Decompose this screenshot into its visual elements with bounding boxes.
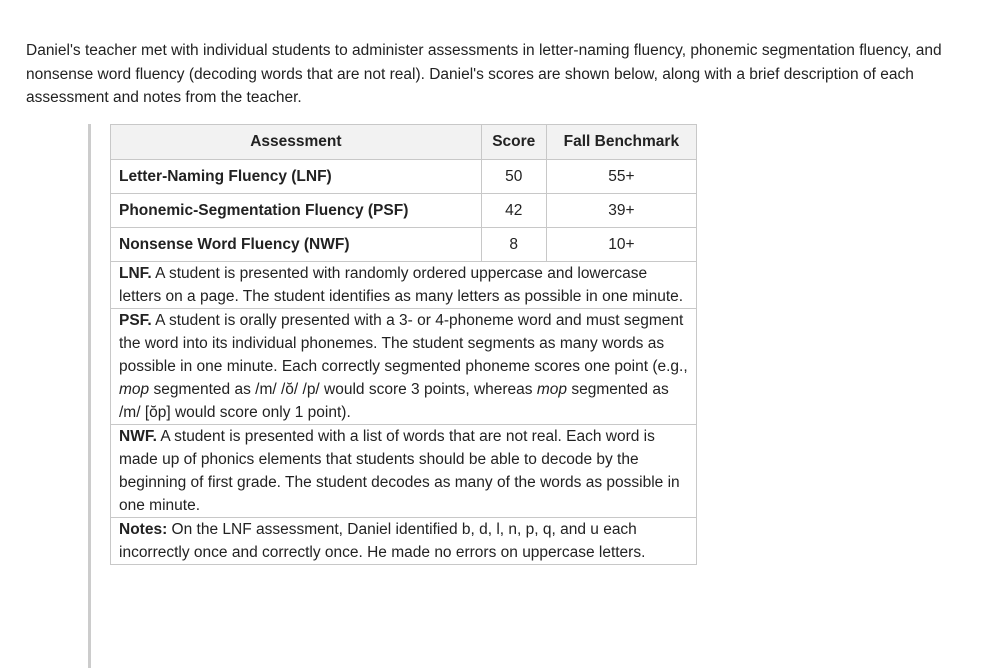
notes-label: Notes:	[119, 521, 168, 538]
table-row	[111, 228, 697, 262]
notes-text: On the LNF assessment, Daniel identified b, d, l, n, p, q, and u each incorrectly once and correctly once. He made no errors on uppercase letters.	[119, 521, 646, 561]
header-score: Score	[481, 125, 546, 160]
psf-text-2: segmented as /m/ /ŏ/ /p/ would score 3 points, whereas	[149, 381, 537, 398]
psf-description-row	[111, 309, 697, 425]
assessment-benchmark: 10+	[546, 228, 696, 262]
psf-description	[111, 309, 697, 425]
nwf-text: A student is presented with a list of words that are not real. Each word is made up of phonics elements that students should be able to decode by the beginning of first grade. The student decodes as many of the words as possible in one minute.	[119, 428, 680, 514]
assessment-score: 8	[481, 228, 546, 262]
assessment-score: 42	[481, 194, 546, 228]
psf-label: PSF.	[119, 312, 152, 329]
assessment-benchmark: 39+	[546, 194, 696, 228]
lnf-label: LNF.	[119, 265, 152, 282]
assessment-name: Phonemic-Segmentation Fluency (PSF)	[111, 194, 482, 228]
table-row	[111, 160, 697, 194]
nwf-description-row	[111, 425, 697, 518]
table-row	[111, 194, 697, 228]
nwf-description	[111, 425, 697, 518]
assessment-table	[110, 124, 697, 565]
psf-example-word-2: mop	[536, 381, 568, 398]
teacher-notes	[111, 518, 697, 565]
table-header-row	[111, 125, 697, 160]
blockquote-bar	[88, 124, 91, 668]
lnf-description	[111, 262, 697, 309]
nwf-label: NWF.	[119, 428, 157, 445]
header-benchmark: Fall Benchmark	[546, 125, 696, 160]
header-assessment: Assessment	[111, 125, 482, 160]
assessment-score: 50	[481, 160, 546, 194]
psf-text-3: segmented as /m/ [ŏp] would score only 1 point).	[119, 381, 669, 421]
assessment-name: Letter-Naming Fluency (LNF)	[111, 160, 482, 194]
assessment-benchmark: 55+	[546, 160, 696, 194]
lnf-description-row	[111, 262, 697, 309]
lnf-text: A student is presented with randomly ordered uppercase and lowercase letters on a page. The student identifies as many letters as possible in one minute.	[119, 265, 684, 305]
psf-example-word-1: mop	[119, 381, 150, 398]
assessment-name: Nonsense Word Fluency (NWF)	[111, 228, 482, 262]
psf-text-1: A student is orally presented with a 3- or 4-phoneme word and must segment the word into its individual phonemes. The student segments as many words as possible in one minute. Each correctly segmented phoneme scores one point (e.g.,	[119, 312, 688, 375]
notes-row	[111, 518, 697, 565]
intro-paragraph: Daniel's teacher met with individual students to administer assessments in letter-naming fluency, phonemic segmentation fluency, and nonsense word fluency (decoding words that are not real). Daniel's scores are shown below, along with a brief description of each assessment and notes from the teacher.	[26, 42, 942, 106]
